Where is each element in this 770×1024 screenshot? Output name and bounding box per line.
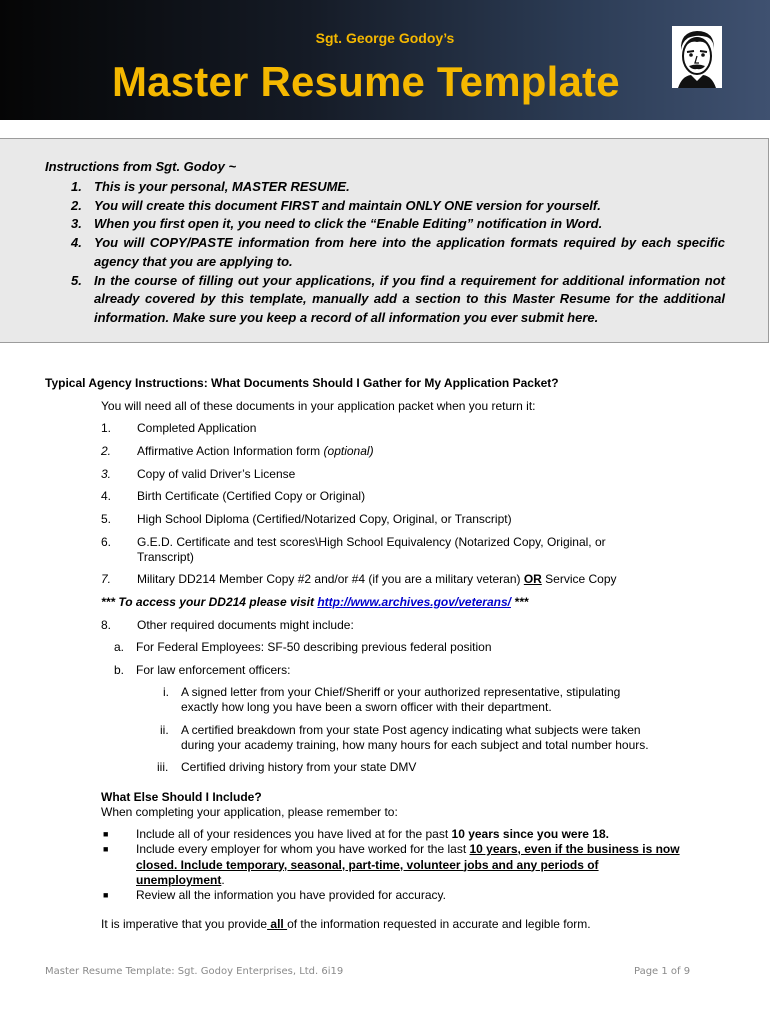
instruction-item — [45, 215, 725, 234]
doc-number: 6. — [101, 535, 112, 549]
dd214-access-line — [101, 595, 528, 610]
doc-or: OR — [523, 572, 542, 586]
instruction-text: You will COPY/PASTE information from here into the application formats required by each specific agency that you are applying to. — [94, 235, 725, 269]
bullet-employers — [136, 842, 681, 889]
typical-intro: You will need all of these documents in your application packet when you return it: — [101, 399, 536, 413]
roman-numeral: ii. — [160, 723, 169, 737]
bullet-bold: 10 years, even if the business is now closed. Include temporary, seasonal, part-time, volunteer jobs and any periods of unemployment — [136, 842, 680, 887]
doc-item-license: Copy of valid Driver’s License — [137, 467, 296, 481]
instructions-list — [45, 178, 725, 328]
doc-item-ged: G.E.D. Certificate and test scores\High School Equivalency (Notarized Copy, Original, or Transcript) — [137, 535, 606, 564]
what-else-heading: What Else Should I Include? — [101, 790, 262, 804]
doc-optional: (optional) — [323, 444, 374, 458]
bullet-text: Include every employer for whom you have worked for the last — [136, 842, 470, 856]
instruction-item — [45, 178, 725, 197]
doc-number: 2. — [101, 444, 112, 458]
dd214-pre: *** To access your DD214 please visit — [101, 595, 318, 609]
sub-item-law-enforcement: For law enforcement officers: — [136, 663, 291, 677]
instruction-number: 2. — [71, 197, 82, 213]
closing-text: of the information requested in accurate and legible form. — [287, 917, 591, 931]
instruction-number: 4. — [71, 235, 82, 251]
closing-bold: all — [267, 917, 288, 931]
doc-number: 8. — [101, 618, 112, 632]
instruction-number: 1. — [71, 179, 82, 194]
closing-text: It is imperative that you provide — [101, 917, 268, 931]
roman-item-dmv: Certified driving history from your state DMV — [181, 760, 417, 774]
bullet-icon: ■ — [103, 890, 109, 900]
instruction-number: 3. — [71, 216, 82, 232]
doc-number: 4. — [101, 489, 112, 503]
doc-text: Affirmative Action Information form — [137, 444, 321, 458]
bullet-icon: ■ — [103, 844, 109, 854]
instruction-text: When you first open it, you need to click the “Enable Editing” notification in Word. — [94, 216, 603, 232]
header-subtitle: Sgt. George Godoy’s — [315, 30, 455, 46]
instruction-item — [45, 197, 725, 216]
instruction-text: You will create this document FIRST and maintain ONLY ONE version for yourself. — [94, 197, 601, 213]
closing-line — [101, 917, 591, 932]
bullet-bold: 10 years since you were 18. — [451, 827, 609, 841]
bullet-residences — [136, 827, 696, 843]
bullet-text: Include all of your residences you have lived at for the past — [136, 827, 452, 841]
doc-item-other: Other required documents might include: — [137, 618, 354, 632]
doc-item-diploma: High School Diploma (Certified/Notarized Copy, Original, or Transcript) — [137, 512, 512, 526]
header-banner — [0, 0, 770, 120]
doc-item-birth-certificate: Birth Certificate (Certified Copy or Original) — [137, 489, 366, 503]
what-else-intro: When completing your application, please remember to: — [101, 805, 398, 819]
doc-number: 3. — [101, 467, 112, 481]
roman-numeral: i. — [163, 685, 169, 699]
doc-item-affirmative-action — [137, 444, 657, 459]
doc-number: 7. — [101, 572, 112, 586]
document-title: Master Resume Template — [112, 58, 620, 105]
page-number: Page 1 of 9 — [634, 966, 691, 977]
instruction-text: This is your personal, MASTER RESUME. — [94, 179, 350, 194]
sub-letter: a. — [114, 640, 125, 654]
instruction-text: In the course of filling out your applications, if you find a requirement for additional information not already covered by this template, manually add a section to this Master Resume for the additional information. Make sure you keep a record of all information you ever submit here. — [94, 272, 725, 325]
footer-left: Master Resume Template: Sgt. Godoy Enterprises, Ltd. 6i19 — [45, 966, 344, 977]
bullet-review: Review all the information you have provided for accuracy. — [136, 888, 446, 902]
instruction-number: 5. — [71, 272, 82, 288]
bullet-icon: ■ — [103, 829, 109, 839]
instruction-item — [45, 234, 725, 271]
instruction-item — [45, 272, 725, 328]
bullet-text: . — [221, 873, 225, 887]
doc-item-dd214 — [137, 572, 697, 587]
roman-item-letter: A signed letter from your Chief/Sheriff or your authorized representative, stipulating exactly how long you have been a sworn officer with their department. — [181, 685, 621, 714]
sub-letter: b. — [114, 663, 125, 677]
dd214-post: *** — [510, 595, 529, 609]
doc-number: 5. — [101, 512, 112, 526]
doc-item-application: Completed Application — [137, 421, 257, 435]
roman-item-breakdown: A certified breakdown from your state Post agency indicating what subjects were taken during your academy training, how many hours for each subject and total number hours. — [181, 723, 649, 752]
doc-text: Military DD214 Member Copy #2 and/or #4 (if you are a military veteran) — [137, 572, 524, 586]
doc-number: 1. — [101, 421, 112, 435]
portrait-icon — [672, 26, 722, 88]
instructions-intro: Instructions from Sgt. Godoy ~ — [45, 159, 237, 174]
archives-link[interactable]: http://www.archives.gov/veterans/ — [317, 595, 511, 609]
doc-text: Service Copy — [541, 572, 617, 586]
sub-item-federal: For Federal Employees: SF-50 describing previous federal position — [136, 640, 492, 654]
roman-numeral: iii. — [157, 760, 169, 774]
instructions-box — [0, 138, 769, 343]
typical-heading: Typical Agency Instructions: What Documents Should I Gather for My Application Packet? — [45, 376, 559, 390]
